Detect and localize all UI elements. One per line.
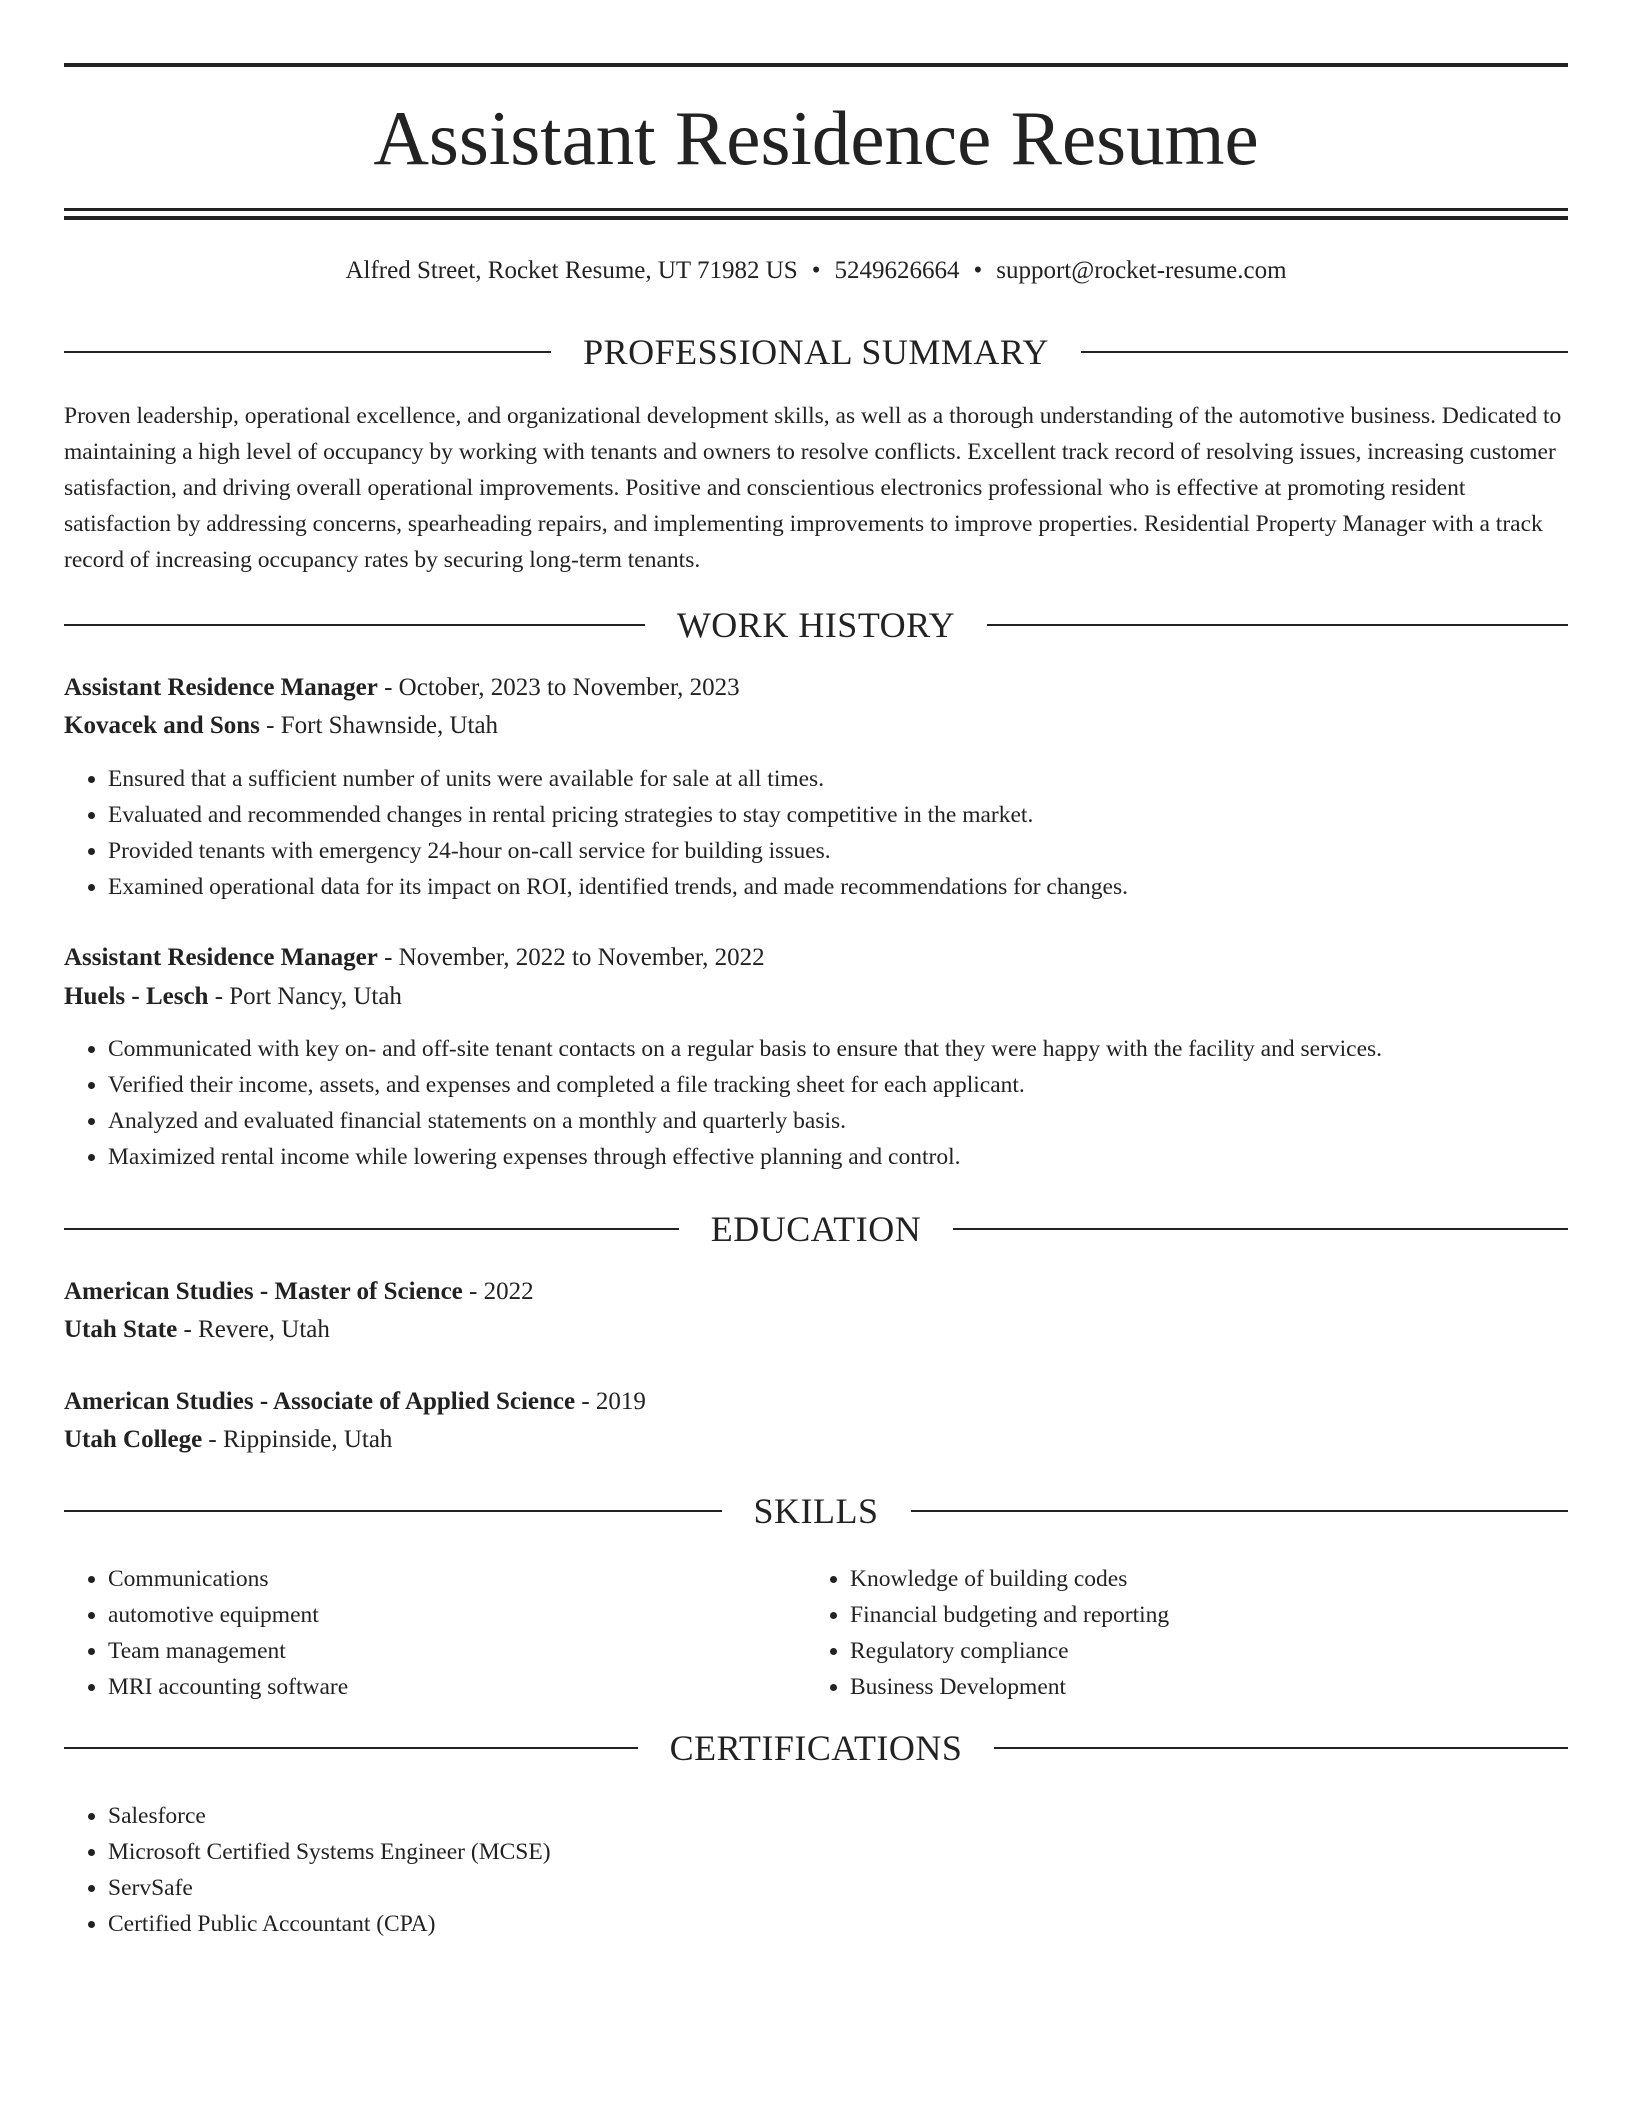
job-bullet: • Verified their income, assets, and expenses and completed a file tracking sheet for each applicant. — [108, 1067, 1568, 1103]
education-degree-line — [64, 1275, 1568, 1309]
job-bullet: • Communicated with key on- and off-site tenant contacts on a regular basis to ensure that they were happy with the facility and services. — [108, 1031, 1568, 1067]
section-rule-left — [64, 1228, 679, 1230]
education-school: Utah State — [64, 1316, 178, 1343]
section-title-education: EDUCATION — [710, 1209, 922, 1249]
job-dates: - October, 2023 to November, 2023 — [377, 674, 740, 701]
job-bullet: • Analyzed and evaluated financial statements on a monthly and quarterly basis. — [108, 1103, 1568, 1139]
certification-item: • Salesforce — [108, 1798, 1568, 1834]
section-title-work: WORK HISTORY — [676, 605, 956, 645]
section-rule-right — [911, 1510, 1569, 1512]
section-rule-left — [64, 1747, 638, 1749]
education-location: - Rippinside, Utah — [202, 1426, 393, 1453]
skill-item: • Regulatory compliance — [850, 1633, 1568, 1669]
education-degree: American Studies - Master of Science — [64, 1278, 463, 1305]
job-location: - Port Nancy, Utah — [208, 983, 402, 1010]
contact-separator: • — [973, 257, 983, 284]
certification-item: • Microsoft Certified Systems Engineer (MCSE) — [108, 1834, 1568, 1870]
section-rule-left — [64, 624, 645, 626]
job-bullets — [64, 761, 1568, 905]
section-rule-right — [1081, 351, 1568, 353]
education-degree-line — [64, 1385, 1568, 1419]
job-bullet: • Maximized rental income while lowering expenses through effective planning and control. — [108, 1139, 1568, 1175]
skill-item: • Team management — [108, 1633, 788, 1669]
skill-item: • MRI accounting software — [108, 1669, 788, 1705]
section-rule-right — [953, 1228, 1568, 1230]
job-bullet: • Provided tenants with emergency 24-hour on-call service for building issues. — [108, 833, 1568, 869]
section-title-certifications: CERTIFICATIONS — [669, 1728, 963, 1768]
skill-item: • automotive equipment — [108, 1597, 788, 1633]
contact-phone: 5249626664 — [834, 257, 960, 284]
education-school: Utah College — [64, 1426, 203, 1453]
certifications-list — [64, 1798, 1568, 1942]
education-location: - Revere, Utah — [177, 1316, 330, 1343]
top-divider — [64, 63, 1568, 67]
education-degree: American Studies - Associate of Applied Science — [64, 1388, 576, 1415]
job-company: Kovacek and Sons — [64, 712, 260, 739]
resume-title: Assistant Residence Resume — [373, 95, 1259, 181]
job-company: Huels - Lesch — [64, 983, 209, 1010]
section-rule-right — [987, 624, 1568, 626]
title-double-divider — [64, 208, 1568, 220]
skill-item: • Communications — [108, 1561, 788, 1597]
job-title: Assistant Residence Manager — [64, 674, 378, 701]
job-title-line — [64, 671, 1568, 705]
section-title-summary: PROFESSIONAL SUMMARY — [583, 332, 1049, 372]
certification-item: • ServSafe — [108, 1870, 1568, 1906]
skill-item: • Business Development — [850, 1669, 1568, 1705]
summary-text: Proven leadership, operational excellence, and organizational development skills, as well as a thorough understanding of the automotive business. Dedicated to maintaining a high level of occupancy by working with tenants and owners to resolve conflicts. Excellent track record of resolving issues, increasing customer satisfaction, and driving overall operational improvements. Positive and conscientious electronics professional who is effective at promoting resident satisfaction by addressing concerns, spearheading repairs, and implementing improvements to improve properties. Residential Property Manager with a track record of increasing occupancy rates by securing long-term tenants. — [64, 403, 1562, 573]
job-company-line — [64, 709, 1568, 743]
job-title: Assistant Residence Manager — [64, 944, 378, 971]
education-year: - 2022 — [462, 1278, 534, 1305]
section-header-skills — [64, 1489, 1568, 1533]
contact-separator: • — [811, 257, 821, 284]
job-bullets — [64, 1031, 1568, 1175]
job-title-line — [64, 941, 1568, 975]
skills-list-right — [806, 1561, 1568, 1705]
skill-item: • Financial budgeting and reporting — [850, 1597, 1568, 1633]
section-rule-left — [64, 351, 551, 353]
job-bullet: • Ensured that a sufficient number of units were available for sale at all times. — [108, 761, 1568, 797]
skills-list-left — [64, 1561, 788, 1705]
section-rule-right — [994, 1747, 1568, 1749]
job-bullet: • Examined operational data for its impact on ROI, identified trends, and made recommendations for changes. — [108, 869, 1568, 905]
education-school-line — [64, 1423, 1568, 1457]
section-title-skills: SKILLS — [753, 1491, 879, 1531]
skill-item: • Knowledge of building codes — [850, 1561, 1568, 1597]
job-location: - Fort Shawnside, Utah — [259, 712, 499, 739]
contact-address: Alfred Street, Rocket Resume, UT 71982 US — [345, 257, 798, 284]
education-school-line — [64, 1313, 1568, 1347]
section-header-education — [64, 1207, 1568, 1251]
job-company-line — [64, 980, 1568, 1014]
certification-item: • Certified Public Accountant (CPA) — [108, 1906, 1568, 1942]
section-header-certifications — [64, 1726, 1568, 1770]
section-rule-left — [64, 1510, 722, 1512]
contact-email: support@rocket-resume.com — [996, 257, 1287, 284]
section-header-work — [64, 603, 1568, 647]
contact-line — [64, 254, 1568, 288]
section-header-summary — [64, 330, 1568, 374]
job-dates: - November, 2022 to November, 2022 — [377, 944, 765, 971]
education-year: - 2019 — [575, 1388, 646, 1415]
job-bullet: • Evaluated and recommended changes in rental pricing strategies to stay competitive in the market. — [108, 797, 1568, 833]
